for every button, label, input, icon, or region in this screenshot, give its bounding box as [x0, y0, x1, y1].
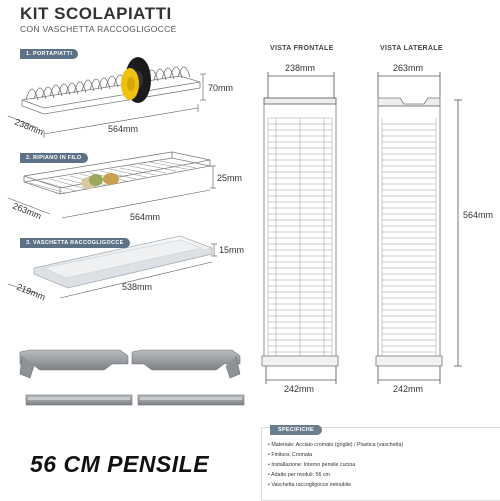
plate-rack-depth: 238mm: [13, 116, 45, 138]
wire-shelf-width: 564mm: [130, 212, 161, 222]
wire-shelf-depth: 263mm: [11, 200, 43, 222]
plates-icon: [121, 57, 151, 103]
mounting-brackets: [20, 350, 244, 405]
spec-item: • Vaschetta raccogligocce estraibile: [268, 480, 403, 490]
spec-item: • Adatto per moduli: 56 cm: [268, 470, 403, 480]
drip-tray-height: 15mm: [219, 245, 245, 255]
specs-list: [268, 440, 403, 490]
front-view-title: VISTA FRONTALE: [270, 45, 334, 52]
page-title: KIT SCOLAPIATTI: [20, 4, 172, 23]
drip-tray-depth: 219mm: [15, 281, 47, 303]
side-view-top-width: 263mm: [393, 63, 424, 73]
front-view-bottom-width: 242mm: [284, 384, 315, 394]
plate-rack-width: 564mm: [108, 124, 139, 134]
section-label-plate-rack: 1. PORTAPIATTI: [20, 49, 78, 59]
section-label-drip-tray: 3. VASCHETTA RACCOGLIGOCCE: [20, 238, 130, 248]
plate-rack-drawing: [22, 67, 200, 114]
spec-item: • Materiale: Acciaio cromato (griglie) / Plastica (vaschetta): [268, 440, 403, 450]
front-view-drawing: [262, 72, 338, 384]
wire-shelf-height: 25mm: [217, 173, 243, 183]
side-view-bottom-width: 242mm: [393, 384, 424, 394]
side-view-height: 564mm: [463, 210, 494, 220]
section-label-wire-shelf: 2. RIPIANO IN FILO: [20, 153, 88, 163]
page-subtitle: CON VASCHETTA RACCOGLIGOCCE: [20, 24, 177, 34]
spec-item: • Finitura: Cromata: [268, 450, 403, 460]
side-view-title: VISTA LATERALE: [380, 45, 443, 52]
front-view-top-width: 238mm: [285, 63, 316, 73]
specs-header: SPECIFICHE: [270, 425, 322, 435]
side-view-drawing: [376, 72, 462, 384]
plate-rack-height: 70mm: [208, 83, 234, 93]
spec-item: • Installazione: Interno pensile cucina: [268, 460, 403, 470]
product-size-label: 56 CM PENSILE: [30, 451, 210, 477]
drip-tray-width: 538mm: [122, 282, 153, 292]
